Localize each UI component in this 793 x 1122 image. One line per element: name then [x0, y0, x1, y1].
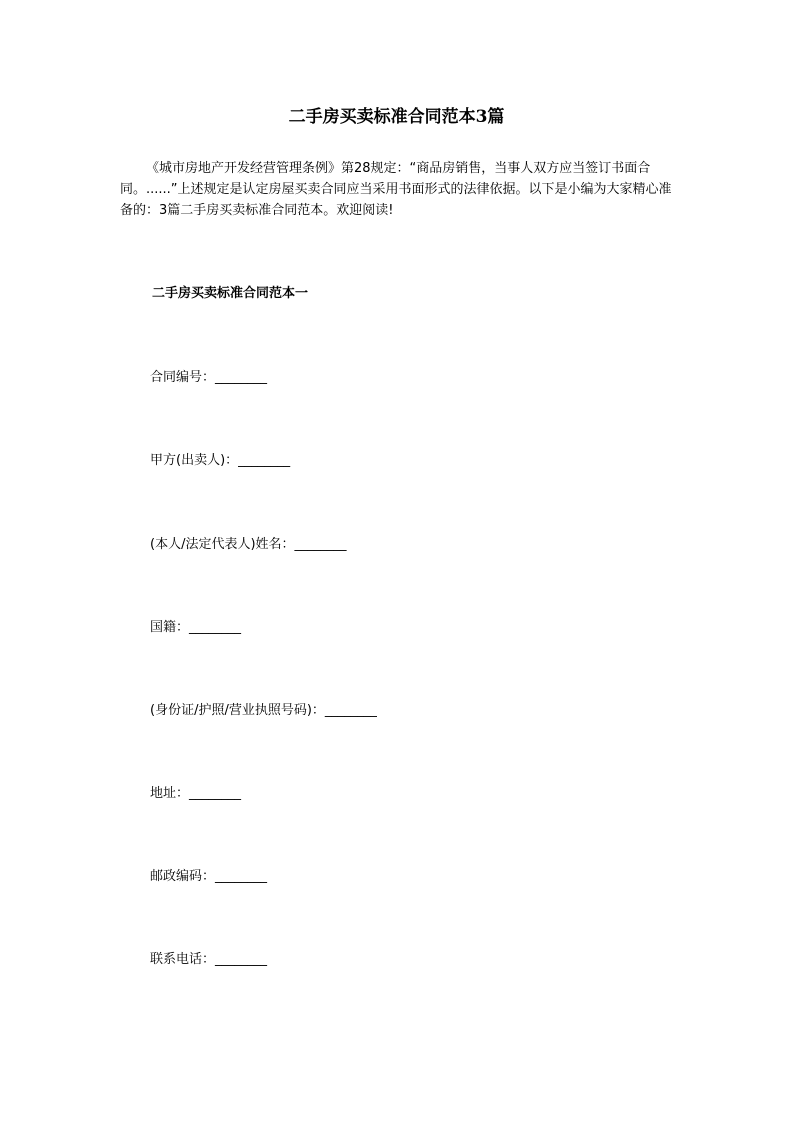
field-label: 邮政编码：: [150, 869, 216, 884]
field-blank: ________: [189, 620, 242, 635]
field-label: 联系电话：: [150, 952, 216, 967]
field-contract-number: [150, 368, 267, 388]
field-label: 甲方(出卖人)：: [150, 453, 239, 468]
field-label: (身份证/护照/营业执照号码)：: [150, 703, 325, 718]
document-title: 二手房买卖标准合同范本3篇: [288, 107, 505, 127]
field-blank: ________: [294, 537, 347, 552]
field-nationality: [150, 618, 241, 638]
intro-paragraph: 《城市房地产开发经营管理条例》第28规定：“商品房销售，当事人双方应当签订书面合同。......”上述规定是认定房屋买卖合同应当采用书面形式的法律依据。以下是小编为大家精心准备的：3篇二手房买卖标准合同范本。欢迎阅读!: [120, 161, 672, 218]
field-party-a-seller: [150, 451, 290, 471]
field-blank: ________: [215, 869, 268, 884]
field-label: 地址：: [150, 786, 190, 801]
section-heading: 二手房买卖标准合同范本一: [152, 286, 309, 301]
field-label: 合同编号：: [150, 370, 216, 385]
field-blank: ________: [324, 703, 377, 718]
field-label: 国籍：: [150, 620, 190, 635]
field-label: (本人/法定代表人)姓名：: [150, 537, 295, 552]
field-id-number: [150, 701, 377, 721]
field-blank: ________: [238, 453, 291, 468]
field-blank: ________: [189, 786, 242, 801]
field-address: [150, 784, 241, 804]
field-blank: ________: [215, 952, 268, 967]
field-phone: [150, 950, 267, 970]
field-blank: ________: [215, 370, 268, 385]
field-postal-code: [150, 867, 267, 887]
field-name: [150, 535, 347, 555]
